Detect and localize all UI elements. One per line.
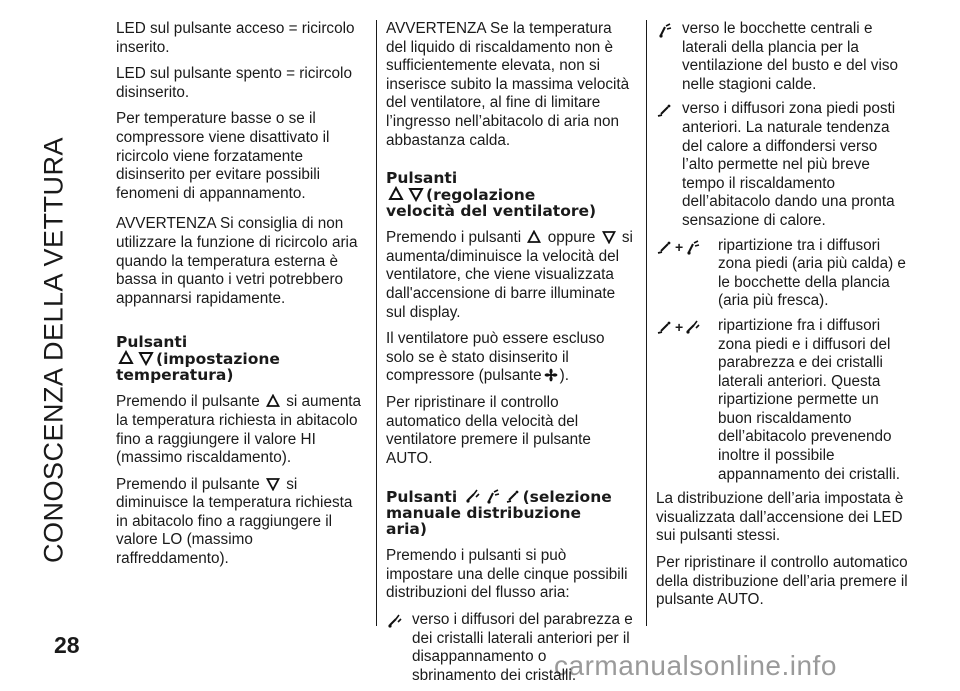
paragraph: LED sul pulsante acceso = ricircolo inserito. <box>116 20 355 56</box>
windscreen-airflow-icon <box>465 488 481 504</box>
paragraph: Il ventilatore può essere escluso solo se è stato disinserito il compressore (pulsante ). <box>386 330 605 385</box>
fan-up-icon <box>527 230 541 244</box>
plus-sign: + <box>675 318 684 335</box>
fan-down-icon <box>602 230 616 244</box>
paragraph: Premendo il pulsante si diminuisce la temperatura richiesta in abitacolo fino a raggiungere il valore LO (massimo raffreddamento). <box>116 475 353 568</box>
feet-airflow-icon <box>656 239 674 255</box>
paragraph: AVVERTENZA Si consiglia di non utilizzare la funzione di ricircolo aria quando la temperatura esterna è bassa in quanto i vetri potrebbero appannarsi rapidamente. <box>116 215 358 307</box>
paragraph: Premendo i pulsanti si può impostare una delle cinque possibili distribuzioni del flusso aria: <box>386 547 628 602</box>
fan-icon <box>544 368 558 382</box>
section-heading-temperature: Pulsanti (impostazione temperatura) <box>116 333 280 385</box>
paragraph: Premendo il pulsante si aumenta la temperatura richiesta in abitacolo fino a raggiungere il valore HI (massimo riscaldamento). <box>116 393 362 467</box>
plus-sign: + <box>675 238 684 255</box>
temp-down-icon <box>138 350 154 366</box>
fan-up-icon <box>388 186 404 202</box>
paragraph: Per ripristinare il controllo automatico della velocità del ventilatore premere il pulsante AUTO. <box>386 393 591 467</box>
paragraph: La distribuzione dell’aria impostata è visualizzata dall’accensione dei LED sui pulsanti stessi. <box>656 490 904 545</box>
column-1 <box>116 20 366 577</box>
section-heading-fan-speed: Pulsanti (regolazione velocità del ventilatore) <box>386 169 597 221</box>
list-item: verso i diffusori del parabrezza e dei cristalli laterali anteriori per il disappannamento o sbrinamento dei cristalli. <box>386 611 634 685</box>
paragraph: LED sul pulsante spento = ricircolo disinserito. <box>116 65 352 101</box>
windscreen-airflow-icon <box>386 613 404 629</box>
list-item: + ripartizione fra i diffusori zona piedi e i diffusori del parabrezza e dei cristalli laterali anteriori. Questa ripartizione permette un buon riscaldamento dell’abitacolo prevenendo inoltre il possibile appannamento dei cristalli. <box>656 317 912 484</box>
section-heading-air-distribution: Pulsanti (selezione manuale distribuzione aria) <box>386 488 612 539</box>
windscreen-airflow-icon <box>684 319 702 335</box>
feet-airflow-icon <box>656 319 674 335</box>
temp-up-icon <box>118 350 134 366</box>
paragraph: Per temperature basse o se il compressore viene disattivato il ricircolo viene forzatamente disinserito per evitare possibili fenomeni di appannamento. <box>116 110 330 202</box>
paragraph: AVVERTENZA Se la temperatura del liquido di riscaldamento non è sufficientemente elevata, non si inserisce subito la massima velocità del ventilatore, al fine di limitare l’ingresso nell’abitacolo di aria non abbastanza calda. <box>386 20 630 149</box>
column-divider <box>646 20 647 626</box>
list-item: verso i diffusori zona piedi posti anteriori. La naturale tendenza del calore a diffondersi verso l’alto permette nel più breve tempo il riscaldamento dell’abitacolo dando una pronta sensazione di calore. <box>656 100 912 230</box>
list-item: verso le bocchette centrali e laterali della plancia per la ventilazione del busto e del viso nelle stagioni calde. <box>656 20 912 94</box>
page-number: 28 <box>54 632 80 658</box>
list-item: + ripartizione tra i diffusori zona piedi (aria più calda) e le bocchette della plancia (aria più fresca). <box>656 237 912 311</box>
paragraph: Premendo i pulsanti oppure si aumenta/diminuisce la velocità del ventilatore, che viene visualizzata dall'accensione di barre illuminate sul display. <box>386 229 633 321</box>
temp-down-icon <box>266 477 280 491</box>
fan-down-icon <box>408 186 424 202</box>
face-airflow-icon <box>485 488 501 504</box>
column-divider <box>376 20 377 626</box>
column-2 <box>386 20 634 691</box>
temp-up-icon <box>266 394 280 408</box>
face-airflow-icon <box>656 22 674 38</box>
face-airflow-icon <box>684 239 702 255</box>
feet-airflow-icon <box>505 488 521 504</box>
paragraph: Per ripristinare il controllo automatico della distribuzione dell’aria premere il pulsante AUTO. <box>656 554 908 609</box>
column-3 <box>656 20 912 618</box>
feet-airflow-icon <box>656 102 674 118</box>
watermark: carmanualsonline.info <box>554 650 837 681</box>
